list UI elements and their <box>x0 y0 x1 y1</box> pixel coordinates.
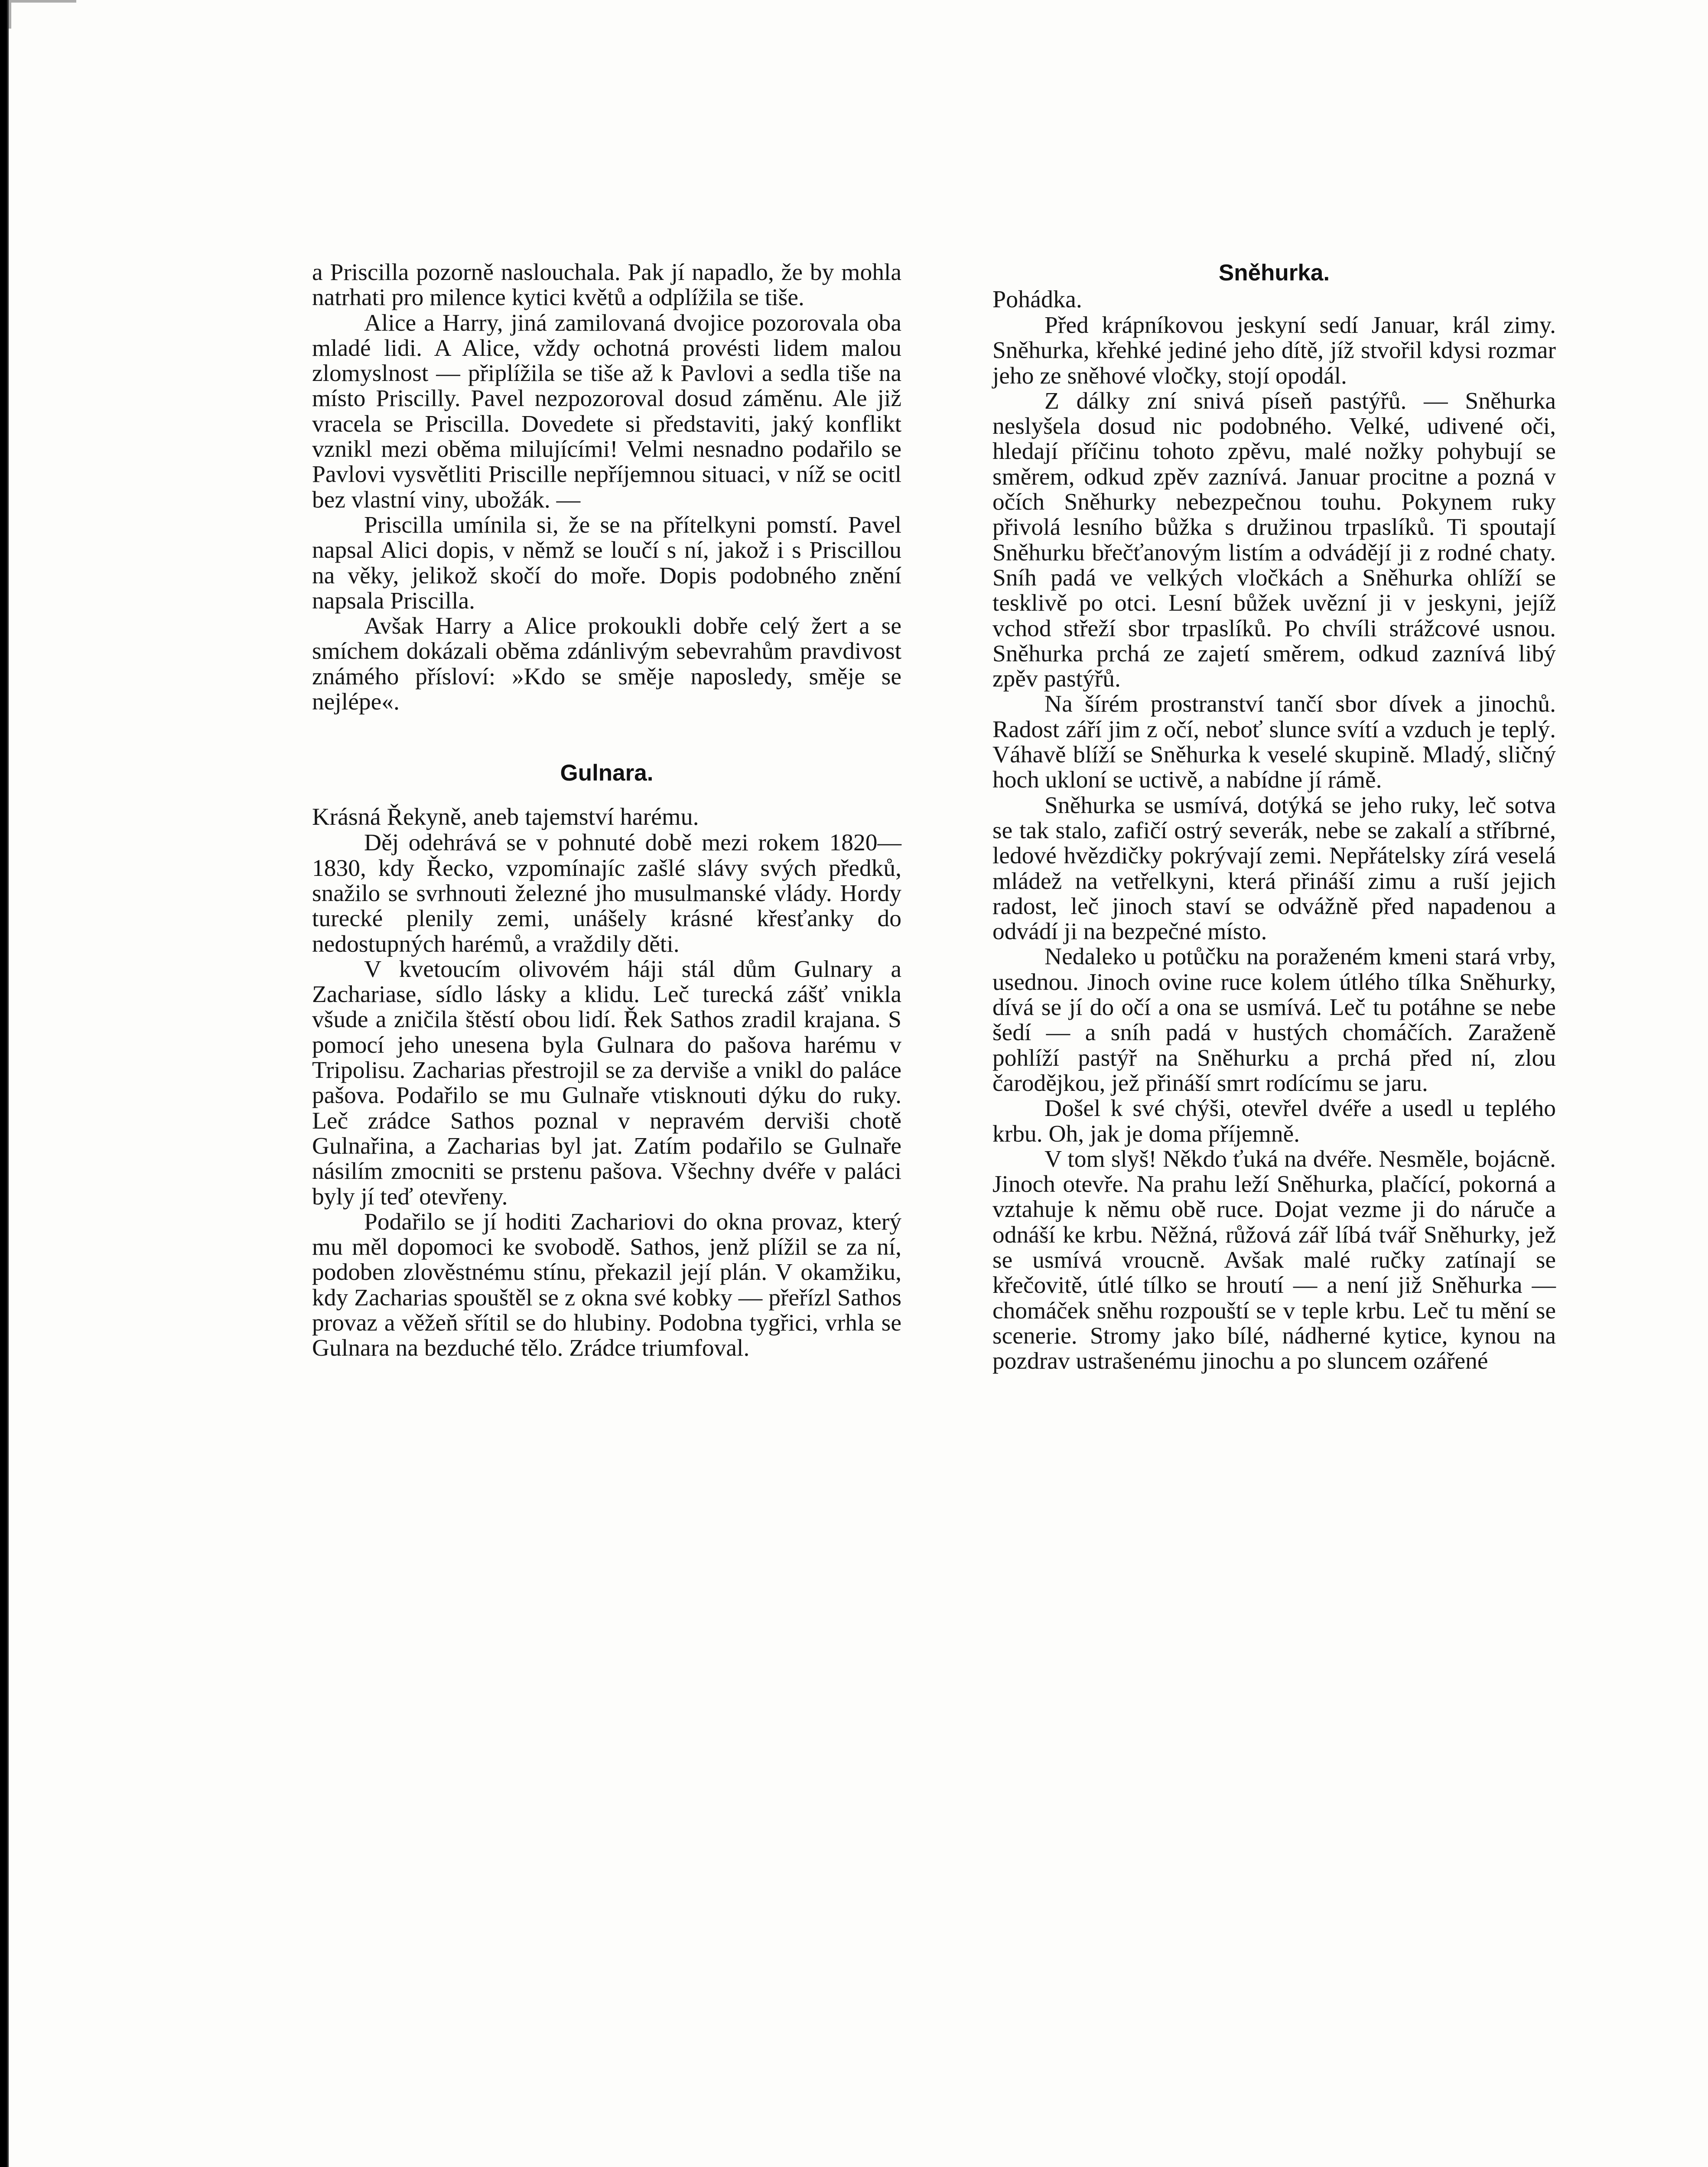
book-page <box>7 0 1708 2167</box>
paragraph: Sněhurka se usmívá, dotýká se jeho ruky, leč sotva se tak stalo, zafičí ostrý severák, nebe se zakalí a stříbrné, ledové hvězdičky pokrývají zemi. Nepřátelsky zírá veselá mládež na vetřelkyni, která přináší zimu a ruší jejich radost, leč jinoch staví se odvážně před napadenou a odvádí ji na bezpečné místo. <box>992 792 1556 945</box>
paragraph: V kvetoucím olivovém háji stál dům Gulnary a Zachariase, sídlo lásky a klidu. Leč turecká zášť vnikla všude a zničila štěstí obou lidí. Řek Sathos zradil krajana. S pomocí jeho unesena byla Gulnara do pašova harému v Tripolisu. Zacharias přestrojil se za derviše a vnikl do paláce pašova. Podařilo se mu Gulnaře vtisknouti dýku do ruky. Leč zrádce Sathos poznal v nepravém derviši chotě Gulnařina, a Zacharias byl jat. Zatím podařilo se Gulnaře násilím zmocniti se prstenu pašova. Všechny dvéře v paláci byly jí teď otevřeny. <box>312 956 901 1210</box>
left-column <box>312 260 901 1361</box>
right-column <box>992 260 1556 1374</box>
gulnara-title: Gulnara. <box>560 760 654 786</box>
paragraph: Děj odehrává se v pohnuté době mezi rokem 1820—1830, kdy Řecko, vzpomínajíc zašlé slávy svých předků, snažilo se svrhnouti železné jho musulmanské vlády. Hordy turecké plenily zemi, unášely krásné křesťanky do nedostupných harémů, a vraždily děti. <box>312 830 901 957</box>
paragraph: Nedaleko u potůčku na poraženém kmeni stará vrby, usednou. Jinoch ovine ruce kolem útlého tílka Sněhurky, dívá se jí do očí a ona se usmívá. Leč tu potáhne se nebe šedí — a sníh padá v hustých chomáčích. Zaraženě pohlíží pastýř na Sněhurku a prchá před ní, zlou čarodějkou, jež přináší smrt rodícímu se jaru. <box>992 944 1556 1097</box>
paragraph: Došel k své chýši, otevřel dvéře a usedl u teplého krbu. Oh, jak je doma příjemně. <box>992 1095 1556 1147</box>
snehurka-title: Sněhurka. <box>1218 260 1330 286</box>
paragraph: Alice a Harry, jiná zamilovaná dvojice pozorovala oba mladé lidi. A Alice, vždy ochotná provésti lidem malou zlomyslnost — připlížila se tiše až k Pavlovi a sedla tiše na místo Priscilly. Pavel nezpozoroval dosud záměnu. Ale již vracela se Priscilla. Dovedete si představiti, jaký konflikt vznikl mezi oběma milujícími! Velmi nesnadno podařilo se Pavlovi vysvětliti Priscille nepříjemnou situaci, v níž se ocitl bez vlastní viny, ubožák. — <box>312 309 901 513</box>
snehurka-subtitle: Pohádka. <box>992 286 1082 313</box>
paragraph: Z dálky zní snivá píseň pastýřů. — Sněhurka neslyšela dosud nic podobného. Velké, udivené oči, hledají příčinu tohoto zpěvu, malé nožky pohybují se směrem, odkud zpěv zaznívá. Januar procitne a pozná v očích Sněhurky nebezpečnou touhu. Pokynem ruky přivolá lesního bůžka s družinou trpaslíků. Ti spoutají Sněhurku břečťanovým listím a odvádějí ji z rodné chaty. Sníh padá ve velkých vločkách a Sněhurka ohlíží se tesklivě po otci. Lesní bůžek uvězní ji v jeskyni, jejíž vchod střeží sbor trpaslíků. Po chvíli strážcové usnou. Sněhurka prchá ze zajetí směrem, odkud zaznívá libý zpěv pastýřů. <box>992 387 1556 693</box>
paragraph: Avšak Harry a Alice prokoukli dobře celý žert a se smíchem dokázali oběma zdánlivým sebevrahům pravdivost známého přísloví: »Kdo se směje naposledy, směje se nejlépe«. <box>312 613 901 716</box>
paragraph: Priscilla umínila si, že se na přítelkyni pomstí. Pavel napsal Alici dopis, v němž se loučí s ní, jakož i s Priscillou na věky, jelikož skočí do moře. Dopis podobného znění napsala Priscilla. <box>312 511 901 614</box>
scan-corner-mark <box>9 0 76 29</box>
paragraph: Před krápníkovou jeskyní sedí Januar, král zimy. Sněhurka, křehké jediné jeho dítě, jíž stvořil kdysi rozmar jeho ze sněhové vločky, stojí opodál. <box>992 312 1556 389</box>
paragraph: Na šírém prostranství tančí sbor dívek a jinochů. Radost září jim z očí, neboť slunce svítí a vzduch je teplý. Váhavě blíží se Sněhurka k veselé skupině. Mladý, sličný hoch ukloní se uctivě, a nabídne jí rámě. <box>992 691 1556 794</box>
paragraph: a Priscilla pozorně naslouchala. Pak jí napadlo, že by mohla natrhati pro milence kytici květů a odplížila se tiše. <box>312 259 901 311</box>
paragraph: Podařilo se jí hoditi Zachariovi do okna provaz, který mu měl dopomoci ke svobodě. Sathos, jenž plížil se za ní, podoben zlověstnému stínu, překazil její plán. V okamžiku, kdy Zacharias spouštěl se z okna své kobky — přeřízl Sathos provaz a věžeň sřítil se do hlubiny. Podobna tygřici, vrhla se Gulnara na bezduché tělo. Zrádce triumfoval. <box>312 1208 901 1362</box>
gulnara-subtitle: Krásná Řekyně, aneb tajemství harému. <box>312 804 699 831</box>
paragraph: V tom slyš! Někdo ťuká na dvéře. Nesměle, bojácně. Jinoch otevře. Na prahu leží Sněhurka, plačící, pokorná a vztahuje k němu obě ruce. Dojat vezme ji do náruče a odnáší ke krbu. Něžná, růžová zář líbá tvář Sněhurky, jež se usmívá vroucně. Avšak malé ručky zatínají se křečovitě, útlé tílko se hroutí — a není již Sněhurka — chomáček sněhu rozpouští se v teple krbu. Leč tu mění se scenerie. Stromy jako bílé, nádherné kytice, kynou na pozdrav ustrašenému jinochu a po sluncem ozářené <box>992 1145 1556 1375</box>
